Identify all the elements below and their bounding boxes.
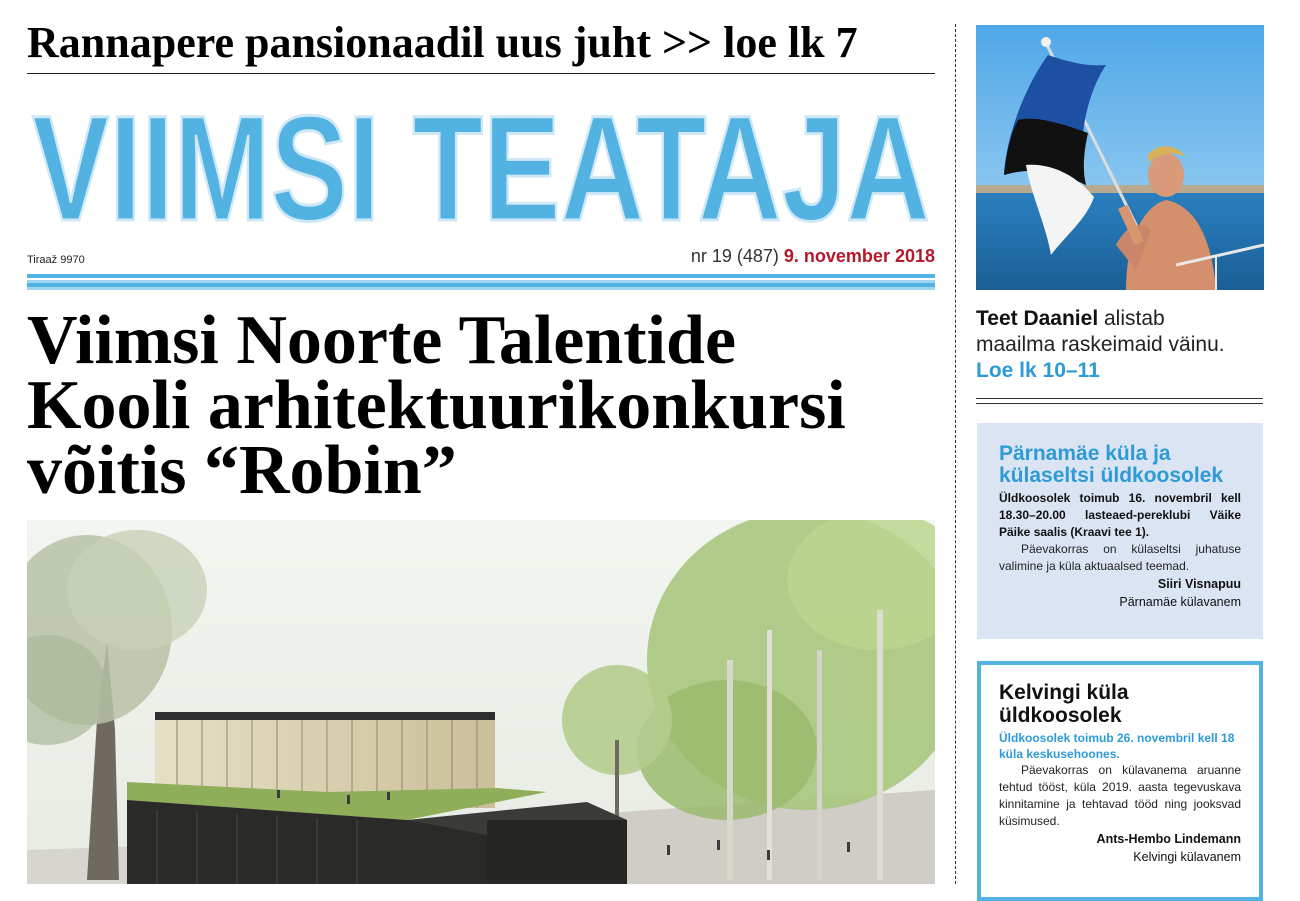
headline-line-1: Viimsi Noorte Talentide — [27, 302, 737, 379]
masthead-title: VIIMSI TEATAJA — [32, 86, 930, 246]
notice-signer: Siiri Visnapuu — [1157, 577, 1241, 591]
sidebar-rule-bottom — [976, 403, 1263, 404]
issue-date: 9. november 2018 — [783, 246, 935, 266]
masthead-logo — [26, 86, 936, 246]
architecture-render-image[interactable] — [27, 520, 935, 884]
notice-lead: Üldkoosolek toimub 16. novembril kell 18.30–20.00 lasteaed-pereklubi Väike Päike saalis (Kraavi tee 1). — [999, 491, 1241, 539]
masthead-bar-top — [27, 274, 935, 278]
notice-title-line-1: Pärnamäe küla ja — [999, 442, 1171, 465]
notice-title-line-2: üldkoosolek — [999, 704, 1122, 727]
main-headline[interactable] — [27, 302, 937, 509]
circulation-label: Tiraaž 9970 — [27, 254, 85, 266]
teaser-headline[interactable]: Rannapere pansionaadil uus juht >> loe lk 7 — [27, 18, 858, 67]
caption-page-link[interactable]: Loe lk 10–11 — [976, 359, 1100, 382]
sailor-with-flag-photo[interactable] — [976, 25, 1264, 290]
headline-line-2: Kooli arhitektuurikonkursi — [27, 367, 846, 444]
notice-signer: Ants-Hembo Lindemann — [1096, 832, 1241, 846]
masthead-bar-bottom — [27, 283, 935, 287]
notice-title-line-2: külaseltsi üldkoosolek — [999, 464, 1224, 487]
photo-caption — [976, 306, 1266, 384]
notice-box-parnamae — [977, 423, 1263, 639]
issue-line — [691, 246, 935, 267]
headline-line-3: võitis “Robin” — [27, 432, 457, 509]
issue-number: nr 19 (487) — [690, 246, 779, 266]
caption-name: Teet Daaniel — [976, 307, 1099, 330]
caption-text-2: maailma raskeimaid väinu. — [976, 333, 1225, 356]
notice-box-kelvingi — [977, 661, 1263, 901]
caption-text-1: alistab — [1098, 307, 1165, 330]
teaser-divider — [27, 73, 935, 74]
notice-title-line-1: Kelvingi küla — [999, 681, 1129, 704]
column-divider — [955, 24, 956, 884]
notice-lead: Üldkoosolek toimub 26. novembril kell 18 küla keskusehoones. — [999, 731, 1235, 761]
sidebar-rule-top — [976, 398, 1263, 399]
notice-signer-role: Kelvingi külavanem — [1133, 850, 1241, 864]
notice-signer-role: Pärnamäe külavanem — [1119, 595, 1241, 609]
notice-body: Päevakorras on külavanema aruanne tehtud tööst, küla 2019. aasta tegevuskava kinnitamine ja tehtavad tööd ning jooksvad küsimused. — [999, 763, 1241, 828]
notice-body: Päevakorras on külaseltsi juhatuse valimine ja küla aktuaalsed teemad. — [999, 542, 1241, 573]
